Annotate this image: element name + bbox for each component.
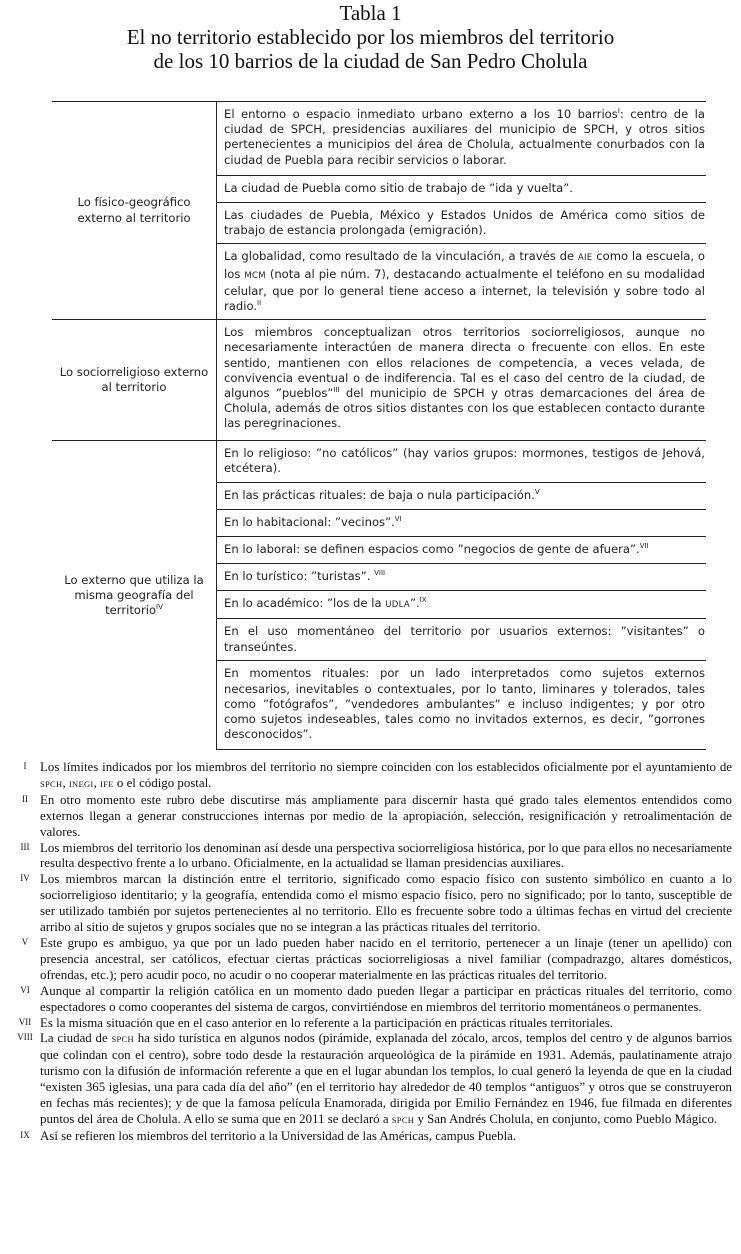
cell-text: En lo laboral: se definen espacios como ”negocios de gente de afuera”.	[224, 542, 640, 557]
footnote-text: Los miembros del territorio los denominan así desde una perspectiva sociorreligiosa histórica, por lo que para ellos no necesariamente resulta despectivo frente a lo urbano. Oficialmente, en la actualidad se llaman presidencias auxiliares.	[40, 840, 732, 871]
footnote-ref: II	[257, 299, 262, 308]
category-label: Lo externo que utiliza la misma geografía del territorio	[64, 572, 204, 618]
footnote-text: La ciudad de SPCH ha sido turística en algunos nodos (pirámide, explanada del zócalo, arcos, templos del centro y de algunos barrios que colindan con el centro), sobre todo desde la restauración arqueológica de la pirámide en 1931. Además, paulatinamente atrajo turismo con la difusión de información referente a que en el lugar abundan los templos, lo cual generó la leyenda de que en la ciudad “existen 365 iglesias, una para cada día del año” (en el territorio hay alrededor de 40 templos “antiguos” y otros que se construyeron en fechas más recientes); y de que la famosa película Enamorada, dirigida por Emilio Fernández en 1946, fue filmada en diferentes puntos del área de Cholula. A ello se suma que en 2011 se declaró a SPCH y San Andrés Cholula, en conjunto, como Pueblo Mágico.	[40, 1031, 732, 1126]
footnote	[0, 793, 741, 841]
no-territory-table	[52, 101, 706, 750]
footnote	[0, 1129, 741, 1145]
footnote-number: IV	[20, 873, 30, 884]
description-cell	[217, 619, 707, 661]
footnote	[0, 936, 741, 984]
footnote-ref: III	[333, 386, 340, 395]
cell-text: La ciudad de Puebla como sitio de trabajo de ”ida y vuelta”.	[224, 181, 573, 195]
description-cell	[217, 244, 707, 320]
acronym: IFE	[100, 778, 114, 789]
description-cell	[217, 564, 707, 591]
footnote-ref: I	[617, 107, 620, 115]
description-cell	[217, 320, 707, 441]
cell-text: del municipio de SPCH y otras demarcaciones del área de Cholula, además de otros sitios distantes con los que establecen contacto durante las peregrinaciones.	[224, 386, 705, 431]
table-row	[52, 102, 706, 176]
acronym: MCM	[244, 270, 266, 281]
acronym: SPCH	[391, 1114, 415, 1125]
cell-text: El entorno o espacio inmediato urbano externo a los 10 barrios	[224, 107, 618, 121]
footnote-text: En otro momento este rubro debe discutirse más ampliamente para discernir hasta qué grado tales elementos entendidos como externos llegan a generar construcciones internas por medio de la apropiación, selección, resignificación y retroalimentación de valores.	[40, 792, 732, 839]
footnote-number: VIII	[17, 1032, 33, 1043]
table-title-line-2: de los 10 barrios de la ciudad de San Pedro Cholula	[153, 49, 588, 73]
acronym: SPCH	[111, 1034, 134, 1045]
footnote	[0, 984, 741, 1016]
footnote-text: Los límites indicados por los miembros del territorio no siempre coinciden con los establecidos oficialmente por el ayuntamiento de SPCH, INEGI, IFE o el código postal.	[40, 760, 732, 790]
acronym: INEGI	[68, 778, 94, 789]
footnote	[0, 1031, 741, 1128]
cell-text: En lo académico: ”los de la UDLA”.	[224, 596, 420, 611]
footnote-number: VI	[20, 984, 30, 995]
footnote-number: IX	[20, 1129, 30, 1140]
footnote-text: Aunque al compartir la religión católica en un momento dado pueden llegar a participar en prácticas rituales del territorio, como espectadores o como cooperantes del sistema de cargos, convirtiéndose en miembros del territorio momentáneos o permanentes.	[40, 983, 732, 1014]
cell-text: En lo religioso: ”no católicos” (hay varios grupos: mormones, testigos de Jehová, etcétera).	[224, 446, 705, 476]
description-cell	[217, 591, 707, 619]
description-cell	[217, 176, 707, 203]
table-row	[52, 441, 706, 483]
category-label: Lo físico-geográfico externo al territorio	[77, 195, 191, 225]
category-cell	[52, 320, 217, 441]
acronym: UDLA	[385, 600, 410, 611]
footnote-number: V	[21, 936, 29, 947]
footnote	[0, 760, 741, 793]
footnote-text: Este grupo es ambiguo, ya que por un lado pueden haber nacido en el territorio, pertenecer a un linaje (tener un apellido) con presencia ancestral, ser católicos, efectuar ciertas prácticas sociorreligiosas a nivel familiar (compadrazgo, altares domésticos, ofrendas, etc.); pero acudir poco, no acudir o no cooperar materialmente en las prácticas rituales del territorio.	[40, 935, 732, 982]
footnote-number: II	[22, 793, 28, 804]
footnote-text: Así se refieren los miembros del territorio a la Universidad de las Américas, campus Puebla.	[40, 1128, 517, 1143]
footnote-number: VII	[18, 1016, 32, 1027]
category-cell	[52, 441, 217, 750]
cell-text: En el uso momentáneo del territorio por usuarios externos: ”visitantes” o transeúntes.	[224, 624, 705, 654]
category-label: Lo sociorreligioso externo al territorio	[59, 365, 209, 395]
cell-text: En lo habitacional: ”vecinos”.	[224, 515, 395, 530]
footnote-text: Los miembros marcan la distinción entre el territorio, significado como espacio físico con sustento simbólico en cuanto a lo sociorreligioso identitario; y la geografía, entendida como el mismo espacio físico, pero no significado; por lo tanto, susceptible de ser utilizado también por sujetos pertenecientes al no territorio. Ello es frecuente sobre todo a últimas fechas en virtud del creciente arribo al sitio de sujetos y grupos sociales que no se integran a las prácticas rituales del territorio.	[40, 872, 732, 935]
footnote-ref: VI	[394, 515, 402, 524]
acronym: SPCH	[40, 778, 63, 789]
description-cell	[217, 102, 707, 176]
footnote-text: Es la misma situación que en el caso anterior en lo referente a la participación en prácticas rituales territoriales.	[40, 1015, 614, 1030]
cell-text: La globalidad, como resultado de la vinculación, a través de AIE como la escuela, o los MCM (nota al pie núm. 7), destacando actualmente el teléfono en su modalidad celular, que por lo general tiene acceso a internet, la televisión y sobre todo al radio.	[224, 249, 705, 314]
footnotes	[0, 760, 741, 1145]
cell-text: : centro de la ciudad de SPCH, presidencias auxiliares del municipio de SPCH, y otros sitios pertenecientes a municipios del área de Cholula, actualmente conurbados con la ciudad de Puebla para recibir servicios o laborar.	[224, 107, 705, 167]
cell-text: En lo turístico: ”turistas”.	[224, 569, 375, 584]
footnote-number: I	[23, 761, 27, 771]
cell-text: Los miembros conceptualizan otros territorios sociorreligiosos, aunque no necesariamente interactúen de manera directa o frecuente con ellos. En este sentido, mantienen con ellos relaciones de competencia, a veces velada, de convivencia eventual o de indiferencia. Tal es el caso del centro de la ciudad, de algunos ”pueblos”	[224, 325, 705, 401]
footnote-ref: IX	[419, 596, 427, 605]
cell-text: En momentos rituales: por un lado interpretados como sujetos externos necesarios, inevitables o contextuales, por lo tanto, liminares y tolerados, tales como ”fotógrafos”, ”vendedores ambulantes” e incluso indigentes; y por otro como sujetos indeseables, tales como no invitados externos, es decir, ”gorrones desconocidos”.	[224, 666, 705, 742]
table-title-line-1: El no territorio establecido por los miembros del territorio	[126, 25, 615, 49]
table-row	[52, 320, 706, 441]
footnote	[0, 1016, 741, 1032]
description-cell	[217, 537, 707, 564]
footnote-ref: IV	[156, 603, 163, 612]
category-cell	[52, 102, 217, 320]
footnote-number: III	[20, 841, 30, 852]
footnote-ref: V	[534, 488, 540, 497]
table-label: Tabla 1	[339, 1, 402, 25]
footnote	[0, 872, 741, 936]
acronym: AIE	[577, 253, 593, 264]
footnote-ref: VIII	[374, 569, 386, 578]
footnote-ref: VII	[639, 542, 649, 551]
description-cell	[217, 483, 707, 510]
footnote	[0, 841, 741, 873]
cell-text: En las prácticas rituales: de baja o nula participación.	[224, 488, 535, 503]
description-cell	[217, 661, 707, 750]
cell-text: Las ciudades de Puebla, México y Estados Unidos de América como sitios de trabajo de estancia prolongada (emigración).	[224, 208, 705, 238]
description-cell	[217, 510, 707, 537]
description-cell	[217, 441, 707, 483]
table-title-block	[0, 0, 741, 73]
description-cell	[217, 203, 707, 244]
